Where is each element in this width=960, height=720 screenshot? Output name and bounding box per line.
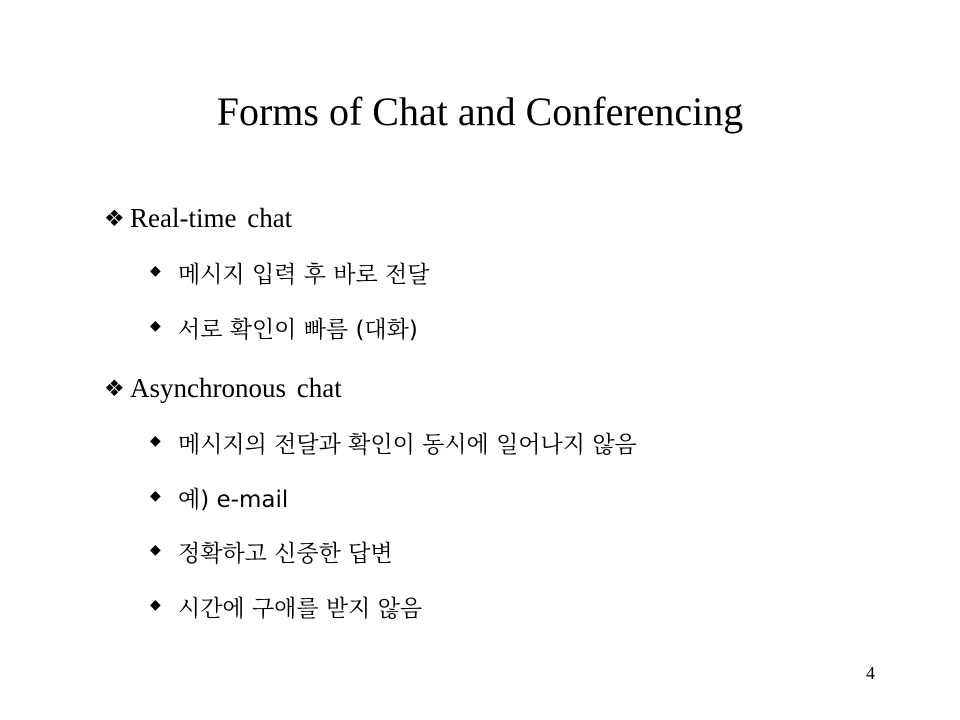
list-item-label: 메시지의 전달과 확인이 동시에 일어나지 않음 (178, 431, 637, 458)
diamond-icon: ◆ (150, 543, 161, 558)
list-item-label: 메시지 입력 후 바로 전달 (178, 261, 430, 288)
list-item (150, 586, 422, 626)
list-item-label: 정확하고 신중한 답변 (178, 540, 393, 567)
list-item-label: 시간에 구애를 받지 않음 (178, 595, 423, 622)
diamond-icon: ◆ (150, 489, 161, 504)
diamond-icon: ◆ (150, 598, 161, 613)
list-item-label: 예) e-mail (178, 486, 289, 513)
diamond-icon: ◆ (150, 264, 161, 279)
diamond-icon: ◆ (150, 319, 161, 334)
list-item (150, 477, 288, 517)
list-item (150, 531, 393, 571)
list-item (150, 422, 637, 462)
list-item (150, 307, 418, 347)
section-heading-asynchronous (104, 368, 342, 408)
page-number: 4 (866, 663, 875, 683)
section-heading-realtime (104, 198, 292, 238)
slide-title: Forms of Chat and Conferencing (216, 89, 744, 134)
list-item-label: 서로 확인이 빠름 (대화) (178, 316, 418, 343)
section-heading-label: Asynchronous chat (130, 372, 342, 403)
diamond-icon: ◆ (150, 434, 161, 449)
four-diamond-icon: ❖ (104, 375, 125, 401)
list-item (150, 252, 429, 292)
four-diamond-icon: ❖ (104, 205, 125, 231)
section-heading-label: Real-time chat (130, 202, 293, 233)
